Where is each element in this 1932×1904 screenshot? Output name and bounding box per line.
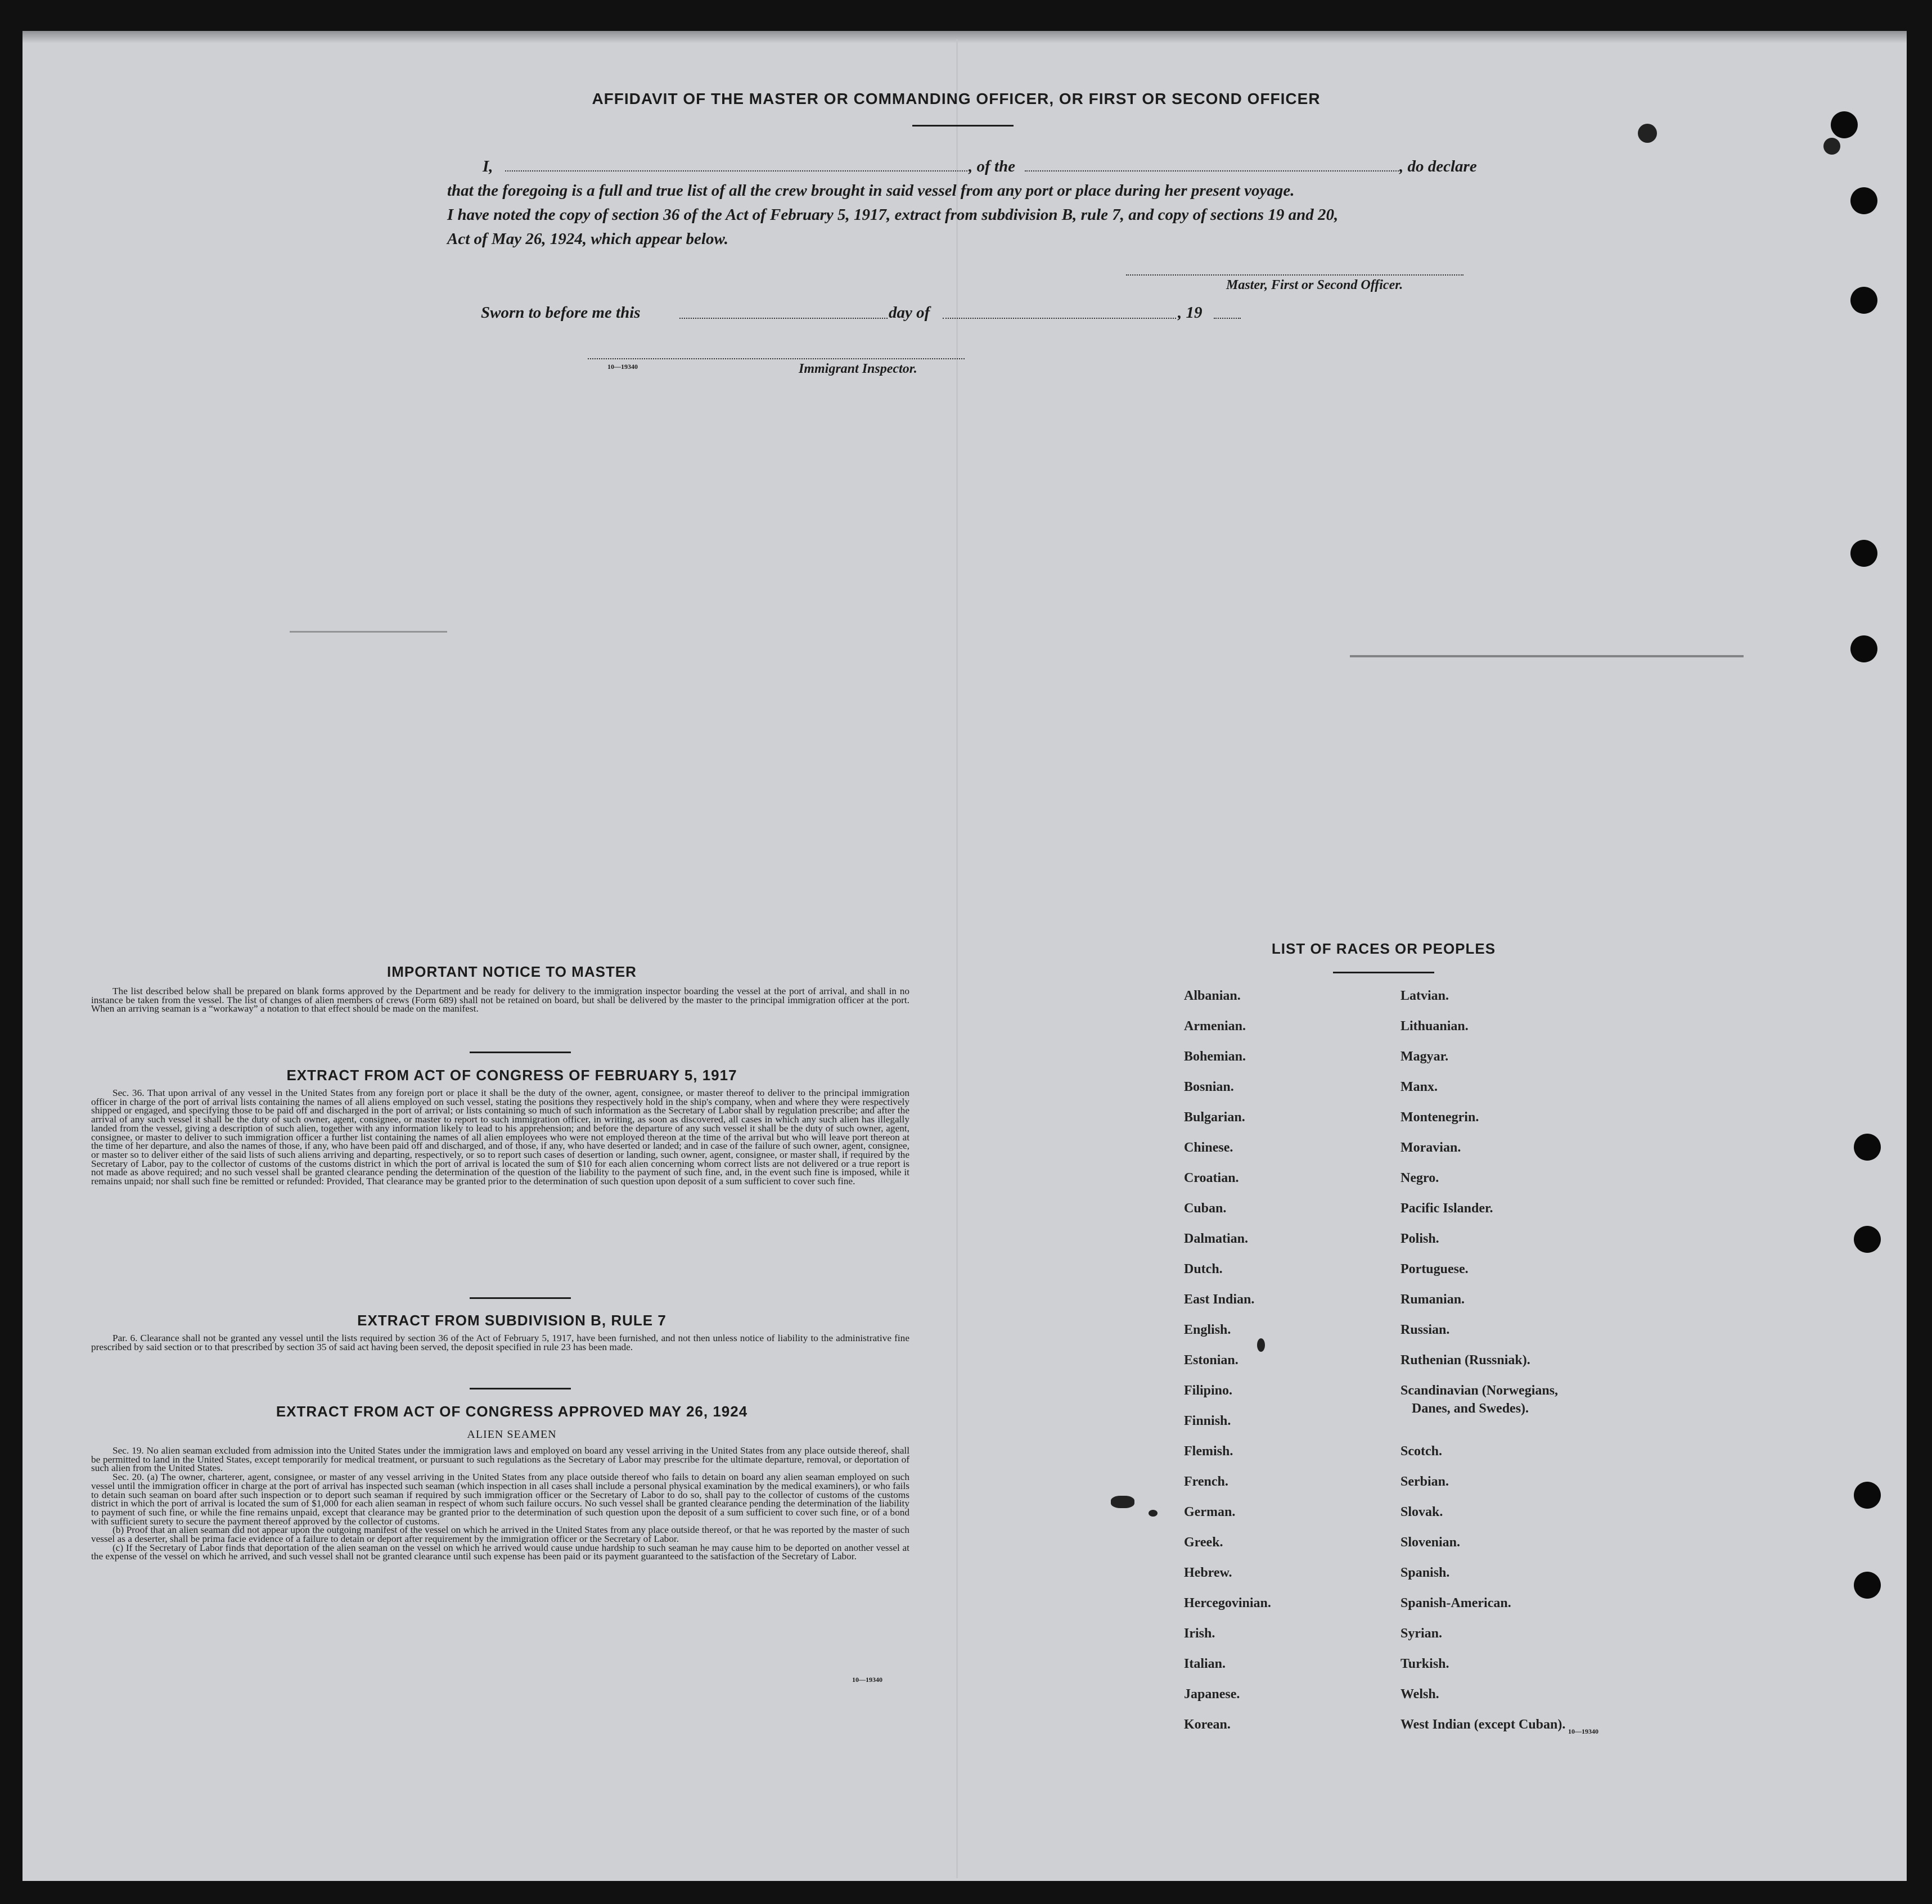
year-label: , 19	[1178, 304, 1203, 322]
notice-paragraph: The list described below shall be prepared on blank forms approved by the Department and be ready for delivery to the immigration inspector boarding the vessel at the port of arrival, and shall in no instance be taken from the vessel. The list of changes of alien members of crews (Form 689) shall not be retained on board, but shall be delivered by the master to the principal immigration officer at the port. When an arriving seaman is a “workaway” a notation to that effect should be made on the manifest.	[91, 986, 909, 1014]
race-item: German.	[1184, 1505, 1236, 1519]
race-item: Hercegovinian.	[1184, 1596, 1271, 1610]
race-item: Serbian.	[1400, 1474, 1449, 1489]
ink-stain	[1149, 1510, 1158, 1517]
race-item: Rumanian.	[1400, 1292, 1465, 1307]
ink-speck	[1638, 124, 1657, 143]
binder-hole	[1850, 287, 1877, 314]
binder-hole	[1831, 111, 1858, 138]
race-item: Manx.	[1400, 1080, 1438, 1094]
race-item: Chinese.	[1184, 1140, 1233, 1155]
master-signature-blank	[1126, 274, 1463, 276]
race-item: Spanish-American.	[1400, 1596, 1511, 1610]
page-edge	[22, 31, 1907, 43]
race-item: Filipino.	[1184, 1383, 1233, 1398]
race-item: Dalmatian.	[1184, 1231, 1248, 1246]
race-item: Magyar.	[1400, 1049, 1449, 1064]
race-item: West Indian (except Cuban).	[1400, 1717, 1566, 1732]
sec20c-paragraph: (c) If the Secretary of Labor finds that deportation of the alien seaman on the vessel on which he arrived would cause undue hardship to such seaman he may cause him to be deported on another vessel at the expense of the vessel on which he arrived, and such vessel shall not be granted clearance until such expense has been paid or its payment guaranteed to the satisfaction of the Secretary of Labor.	[91, 1542, 909, 1562]
notice-title: IMPORTANT NOTICE TO MASTER	[387, 963, 637, 980]
inspector-signature-blank	[588, 358, 965, 359]
race-item: Montenegrin.	[1400, 1110, 1479, 1125]
race-item: Lithuanian.	[1400, 1019, 1469, 1034]
affidavit-line-2: that the foregoing is a full and true list of all the crew brought in said vessel from any port or place during her present voyage.	[447, 182, 1295, 200]
sec20b-paragraph: (b) Proof that an alien seaman did not appear upon the outgoing manifest of the vessel on which he arrived in the United States from any place outside thereof, or that he was reported by the master of such vessel as a deserter, shall be prima facie evidence of a failure to detain or deport after requirement by the immigration officer or the Secretary of Labor.	[91, 1524, 909, 1545]
race-item: Armenian.	[1184, 1019, 1246, 1034]
sec19-paragraph: Sec. 19. No alien seaman excluded from admission into the United States under the immigration laws and employed on board any vessel arriving in the United States from any place outside thereof, shall be permitted to land in the United States, except temporarily for medical treatment, or pursuant to such regulations as the Secretary of Labor may prescribe for the ultimate departure, removal, or deportation of such alien from the United States.	[91, 1445, 909, 1474]
title-rule	[912, 125, 1014, 127]
scan-mark	[1350, 655, 1744, 657]
race-item: Bulgarian.	[1184, 1110, 1245, 1125]
race-item: Japanese.	[1184, 1687, 1240, 1702]
race-item: Slovenian.	[1400, 1535, 1461, 1550]
ink-stain	[1257, 1338, 1265, 1352]
race-item: Greek.	[1184, 1535, 1223, 1550]
notice-text	[91, 987, 909, 1013]
page-fold	[956, 39, 958, 1878]
races-title-rule	[1333, 972, 1434, 973]
sworn-label: Sworn to before me this	[481, 304, 641, 322]
race-item: Ruthenian (Russniak).	[1400, 1353, 1530, 1368]
race-item: Bohemian.	[1184, 1049, 1246, 1064]
race-item: Spanish.	[1400, 1565, 1450, 1580]
race-item: Pacific Islander.	[1400, 1201, 1493, 1216]
race-item: Italian.	[1184, 1657, 1226, 1671]
ink-stain	[1111, 1496, 1134, 1508]
declare-label: , do declare	[1399, 157, 1477, 175]
race-item: Cuban.	[1184, 1201, 1227, 1216]
race-item: Russian.	[1400, 1323, 1450, 1337]
affidavit-title: AFFIDAVIT OF THE MASTER OR COMMANDING OFFICER, OR FIRST OR SECOND OFFICER	[592, 90, 1321, 107]
race-item: Welsh.	[1400, 1687, 1439, 1702]
binder-hole	[1854, 1572, 1881, 1599]
day-of-label: day of	[889, 304, 930, 322]
race-item: Latvian.	[1400, 989, 1449, 1003]
sworn-month-blank	[943, 318, 1176, 319]
section-rule	[470, 1297, 571, 1299]
binder-hole	[1850, 635, 1877, 662]
binder-hole	[1850, 540, 1877, 567]
section-36-paragraph: Sec. 36. That upon arrival of any vessel in the United States from any foreign port or place it shall be the duty of the owner, agent, consignee, or master thereof to deliver to the principal immigration officer in charge of the port of arrival lists containing the names of all aliens employed on such vessel, stating the positions they respectively hold in the ship's company, when and where they were respectively shipped or engaged, and specifying those to be paid off and discharged in the port of arrival; or lists containing so much of such information as the Secretary of Labor shall by regulation prescribe; and after the arrival of any such vessel it shall be the duty of such owner, agent, consignee, or master to report to such immigration officer, in writing, as soon as discovered, all cases in which any such alien has illegally landed from the vessel, giving a description of such alien, together with any information likely to lead to his apprehension; and before the departure of any such vessel it shall be the duty of such owner, agent, consignee, or master to deliver to such immigration officer a further list containing the names of all alien employees who were not employed thereon at the time of the arrival but who will leave port thereon at the time of her departure, and also the names of those, if any, who have been paid off and discharged, and of those, if any, who have deserted or landed; and in case of the failure of such owner, agent, consignee, or master so to deliver either of the said lists of such aliens arriving and departing, respectively, or so to report such cases of desertion or landing, such owner, agent, consignee, or master shall, if required by the Secretary of Labor, pay to the collector of customs of the customs district in which the port of arrival is located the sum of $10 for each alien concerning whom correct lists are not delivered or a true report is not made as above required; and no such vessel shall be granted clearance pending the determination of the question of the liability to the payment of such fine, and, in the event such fine is imposed, while it remains unpaid; nor shall such fine be remitted or refunded: Provided, That clearance may be granted prior to the determination of such question upon deposit of a sum sufficient to cover such fine.	[91, 1088, 909, 1187]
race-item: Finnish.	[1184, 1414, 1231, 1428]
race-item: English.	[1184, 1323, 1231, 1337]
form-number-extract: 10—19340	[852, 1676, 882, 1684]
race-item: Scandinavian (Norwegians,	[1400, 1383, 1559, 1398]
form-number-affidavit: 10—19340	[607, 363, 638, 371]
race-item: Bosnian.	[1184, 1080, 1234, 1094]
race-item: Dutch.	[1184, 1262, 1223, 1276]
race-item: Negro.	[1400, 1171, 1439, 1185]
race-item: Turkish.	[1400, 1657, 1449, 1671]
binder-hole	[1854, 1482, 1881, 1509]
extract-1924-title: EXTRACT FROM ACT OF CONGRESS APPROVED MAY 26, 1924	[276, 1403, 748, 1420]
race-item: Syrian.	[1400, 1626, 1443, 1641]
race-item: East Indian.	[1184, 1292, 1255, 1307]
vessel-blank	[1025, 170, 1399, 172]
race-item: Croatian.	[1184, 1171, 1239, 1185]
scan-mark	[290, 631, 447, 633]
extract-rule7-title: EXTRACT FROM SUBDIVISION B, RULE 7	[357, 1312, 666, 1329]
name-blank	[505, 170, 967, 172]
sec20a-paragraph: Sec. 20. (a) The owner, charterer, agent, consignee, or master of any vessel arriving in the United States from any place outside thereof who fails to detain on board any alien seaman employed on such vessel until the immigration officer in charge at the port of arrival has inspected such seaman (which inspection in all cases shall include a personal physical examination by the medical examiners), or who fails to detain such seaman on board after such inspection or to deport such seaman if required by such immigration officer or the Secretary of Labor to do so, shall pay to the collector of customs of the customs district in which the port of arrival is located the sum of $1,000 for each alien seaman in respect of whom such failure occurs. No such vessel shall be granted clearance pending the determination of the liability to payment of such fine, or while the fine remains unpaid, except that clearance may be granted prior to the determination of such question upon the deposit of a sum sufficient to cover such fine, or of a bond with sufficient surety to secure the payment thereof approved by the collector of customs.	[91, 1472, 909, 1527]
race-item: Danes, and Swedes).	[1412, 1401, 1529, 1416]
extract-1924-text	[91, 1446, 909, 1561]
alien-seamen-subtitle: ALIEN SEAMEN	[467, 1428, 557, 1441]
inspector-label: Immigrant Inspector.	[799, 362, 917, 376]
binder-hole	[1854, 1134, 1881, 1161]
race-item: French.	[1184, 1474, 1228, 1489]
extract-1917-text	[91, 1089, 909, 1186]
race-item: Albanian.	[1184, 989, 1241, 1003]
sworn-day-blank	[679, 318, 888, 319]
extract-1917-title: EXTRACT FROM ACT OF CONGRESS OF FEBRUARY 5, 1917	[286, 1067, 737, 1084]
form-number-races: 10—19340	[1568, 1727, 1598, 1735]
binder-hole	[1854, 1226, 1881, 1253]
binder-hole	[1850, 187, 1877, 214]
year-blank	[1214, 318, 1241, 319]
race-item: Portuguese.	[1400, 1262, 1469, 1276]
section-rule	[470, 1052, 571, 1053]
master-label: Master, First or Second Officer.	[1226, 278, 1403, 292]
of-the-label: , of the	[969, 157, 1015, 175]
race-item: Flemish.	[1184, 1444, 1233, 1459]
i-label: I,	[483, 157, 493, 175]
affidavit-line-3: I have noted the copy of section 36 of the Act of February 5, 1917, extract from subdivision B, rule 7, and copy of sections 19 and 20,	[447, 206, 1339, 224]
rule7-paragraph: Par. 6. Clearance shall not be granted any vessel until the lists required by section 36 of the Act of February 5, 1917, have been furnished, and not then unless notice of liability to the administrative fine prescribed by said section or to that prescribed by section 35 of said act having been served, the deposit specified in rule 23 has been made.	[91, 1333, 909, 1352]
section-rule	[470, 1388, 571, 1389]
race-item: Scotch.	[1400, 1444, 1442, 1459]
ink-speck	[1823, 138, 1840, 155]
race-item: Hebrew.	[1184, 1565, 1232, 1580]
race-item: Estonian.	[1184, 1353, 1239, 1368]
race-item: Moravian.	[1400, 1140, 1461, 1155]
affidavit-line-4: Act of May 26, 1924, which appear below.	[447, 230, 728, 248]
races-title: LIST OF RACES OR PEOPLES	[1271, 940, 1496, 957]
extract-rule7-text	[91, 1334, 909, 1351]
race-item: Korean.	[1184, 1717, 1231, 1732]
document-page	[22, 31, 1907, 1881]
race-item: Irish.	[1184, 1626, 1215, 1641]
race-item: Slovak.	[1400, 1505, 1443, 1519]
race-item: Polish.	[1400, 1231, 1439, 1246]
